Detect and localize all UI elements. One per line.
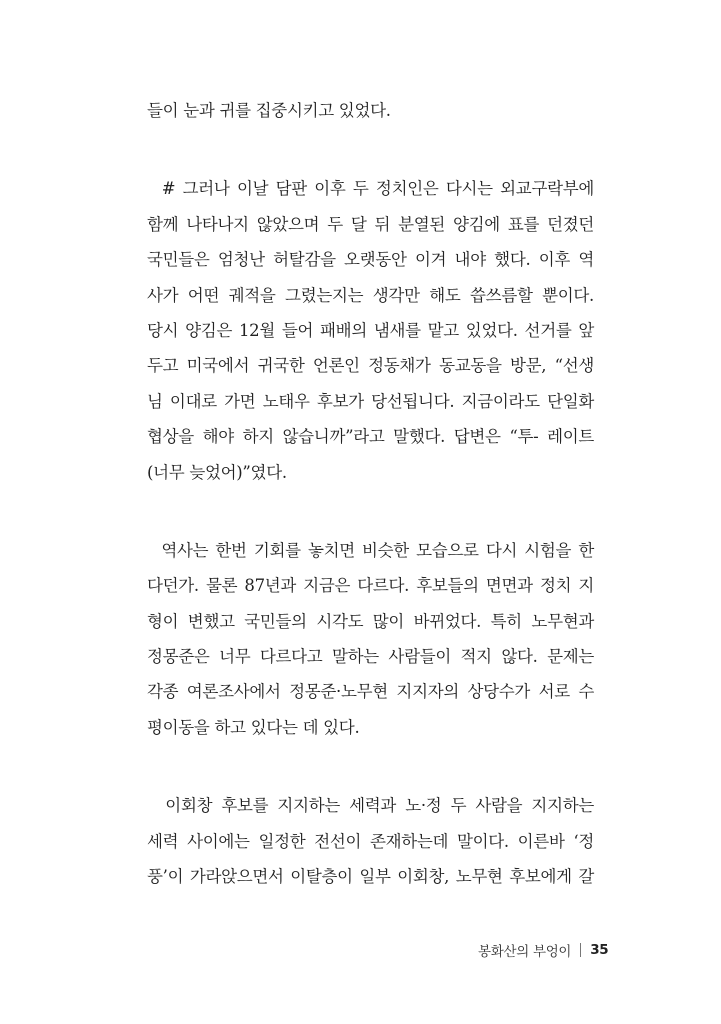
footer-divider — [580, 943, 581, 957]
text-line: 함께 나타나지 않았으며 두 달 뒤 분열된 양김에 표를 던졌던 — [147, 214, 594, 234]
text-line: 세력 사이에는 일정한 전선이 존재하는데 말이다. 이른바 ‘정 — [147, 831, 594, 851]
text-line: 정몽준은 너무 다르다고 말하는 사람들이 적지 않다. 문제는 — [147, 647, 594, 667]
text-line: 당시 양김은 12월 들어 패배의 냄새를 맡고 있었다. 선거를 앞 — [147, 320, 594, 340]
text-line: 역사는 한번 기회를 놓치면 비슷한 모습으로 다시 시험을 한 — [147, 540, 594, 560]
text-line: 형이 변했고 국민들의 시각도 많이 바뀌었다. 특히 노무현과 — [147, 611, 594, 631]
paragraph-4 — [147, 793, 594, 899]
text-line: 두고 미국에서 귀국한 언론인 정동채가 동교동을 방문, “선생 — [147, 356, 594, 376]
page-footer — [478, 940, 608, 960]
page-body — [147, 98, 594, 899]
text-line: 들이 눈과 귀를 집중시키고 있었다. — [147, 101, 391, 120]
text-line: 협상을 해야 하지 않습니까”라고 말했다. 답변은 “투- 레이트 — [147, 427, 594, 447]
text-line: 각종 여론조사에서 정몽준·노무현 지지자의 상당수가 서로 수 — [147, 682, 594, 702]
text-line: 국민들은 엄청난 허탈감을 오랫동안 이겨 내야 했다. 이후 역 — [147, 250, 594, 270]
page-number: 35 — [590, 942, 609, 958]
text-line: (너무 늦었어)”였다. — [147, 462, 287, 482]
text-line: # 그러나 이날 담판 이후 두 정치인은 다시는 외교구락부에 — [147, 179, 594, 199]
paragraph-3 — [147, 538, 594, 750]
text-line: 풍’이 가라앉으면서 이탈층이 일부 이회창, 노무현 후보에게 갈 — [147, 867, 594, 887]
paragraph-1 — [147, 98, 594, 133]
text-line: 이회창 후보를 지지하는 세력과 노·정 두 사람을 지지하는 — [147, 796, 594, 816]
paragraph-2 — [147, 176, 594, 495]
text-line: 사가 어떤 궤적을 그렸는지는 생각만 해도 씁쓰름할 뿐이다. — [147, 285, 594, 305]
text-line: 다던가. 물론 87년과 지금은 다르다. 후보들의 면면과 정치 지 — [147, 576, 594, 596]
text-line: 평이동을 하고 있다는 데 있다. — [147, 717, 360, 737]
text-line: 님 이대로 가면 노태우 후보가 당선됩니다. 지금이라도 단일화 — [147, 391, 594, 411]
running-title: 봉화산의 부엉이 — [478, 944, 572, 960]
